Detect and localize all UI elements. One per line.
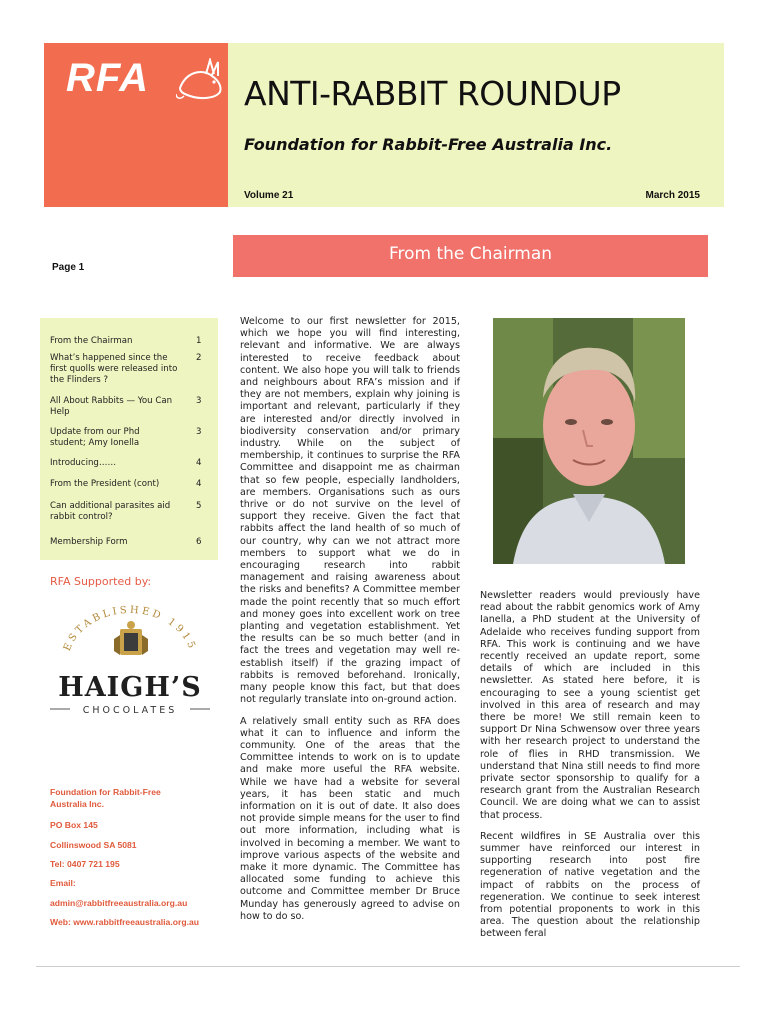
section-title: From the Chairman (388, 244, 553, 264)
toc-item-title: Membership Form (50, 537, 128, 547)
article-column-1 (240, 316, 460, 932)
chairman-photo (493, 318, 685, 564)
supported-by-heading: RFA Supported by: (50, 575, 152, 588)
article-paragraph: Newsletter readers would previously have read about the rabbit genomics work of Amy Ianella, a PhD student at the University of Adelaide who receives funding support from RFA. This work is continuing and we have recently received an update report, some details of which are included in this newsletter. As stated here before, it is encouraging to see a young scientist get involved in this area of research and may there be more! We still remain keen to support Dr Nina Schwensow over three years with her research project to understand the role of flies in RHD transmission. We understand that Nina still needs to find more private sector sponsorship to qualify for a research grant from the Australian Research Council. We are doing what we can to assist that process. (480, 590, 700, 821)
toc-item-page: 5 (196, 501, 202, 511)
contact-email-label: Email: (50, 878, 76, 888)
toc-item-page: 4 (196, 479, 202, 489)
contact-org: Foundation for Rabbit-Free (50, 787, 161, 797)
toc-item-page: 4 (196, 458, 202, 468)
haighs-wordmark: HAIGH’S (58, 672, 202, 703)
toc-item-title: What’s happened since the first quolls were released into the Flinders ? (50, 353, 178, 385)
contact-po-box: PO Box 145 (50, 820, 98, 830)
issue-date: March 2015 (645, 190, 700, 201)
toc-item-page: 3 (196, 427, 202, 437)
footer-rule (36, 966, 740, 967)
header-band (228, 43, 724, 207)
bilby-logo-icon (176, 58, 226, 102)
toc-item-title: From the Chairman (50, 336, 133, 346)
article-paragraph: A relatively small entity such as RFA does what it can to influence and inform the community. One of the areas that the Committee intends to work on is to update and make more useful the RFA website. While we have had a website for several years, it has been static and much information on it is out of date. It also does not provide simple means for the user to find out more information, including what is involved in becoming a member. We want to improve various aspects of the website and make it more dynamic. The Committee has allocated some funding to achieve this outcome and Committee member Dr Bruce Munday has generously agreed to advise on how to do so. (240, 715, 460, 922)
toc-item-page: 1 (196, 336, 202, 346)
haighs-logo (40, 595, 220, 725)
article-paragraph: Welcome to our first newsletter for 2015, which we hope you will find interesting, relevant and informative. We are always interested to receive feedback about content. We also hope you will talk to friends and neighbours about RFA’s mission and if they are not members, explain why joining is important and relevant, particularly if they are interested and/or directly involved in biodiversity conservation and/or primary industry. While on the subject of membership, it continues to surprise the RFA Committee and disappoint me as chairman that so few people, especially landholders, are members. Organisations such as ours thrive or do not survive on the level of support they receive. Given the fact that rabbits affect the land health of so much of our country, why can we not attract more members to support what we do in encouraging research into rabbit management and raising awareness about the risks and benefits? A Committee member made the point recently that so much effort and money goes into excellent work on tree planting and vegetation establishment. Yet the results can be so much better (and in fact the trees and vegetation may well re-establish itself) if the grazing impact of rabbits is removed beforehand. Ironically, many people know this fact, but that does not regularly translate into on-ground action. (240, 316, 460, 706)
contact-phone[interactable]: Tel: 0407 721 195 (50, 859, 120, 869)
contact-suburb: Collinswood SA 5081 (50, 840, 137, 850)
toc-item-title: Can additional parasites aid rabbit control? (50, 501, 171, 522)
toc-item-title: Update from our Phd student; Amy Ionella (50, 427, 140, 448)
volume-label: Volume 21 (244, 190, 294, 201)
newsletter-title: ANTI-RABBIT ROUNDUP (244, 74, 621, 113)
toc-item-page: 6 (196, 537, 202, 547)
toc-item-title: From the President (cont) (50, 479, 160, 489)
article-column-2 (480, 590, 700, 950)
contact-email-link[interactable]: admin@rabbitfreeaustralia.org.au (50, 898, 188, 908)
contact-org-line2: Australia Inc. (50, 799, 104, 809)
crest-icon (114, 621, 148, 655)
established-arc-text: ESTABLISHED 1915 (61, 604, 199, 653)
rfa-logo-text: RFA (66, 56, 149, 100)
toc-item-title: Introducing…… (50, 458, 117, 468)
article-paragraph: Recent wildfires in SE Australia over this summer have reinforced our interest in supporting research into post fire regeneration of native vegetation and the impact of rabbits on the process of regeneration. We continue to seek interest from potential proponents to work in this area. The question about the relationship between feral (480, 830, 700, 940)
newsletter-subtitle: Foundation for Rabbit-Free Australia Inc. (244, 135, 613, 154)
contact-web-link[interactable]: Web: www.rabbitfreeaustralia.org.au (50, 917, 199, 927)
toc-item-page: 2 (196, 353, 202, 363)
toc-item-title: All About Rabbits — You Can Help (50, 396, 173, 417)
toc-item-page: 3 (196, 396, 202, 406)
haighs-tagline: CHOCOLATES (82, 705, 178, 716)
page-number: Page 1 (52, 262, 85, 273)
